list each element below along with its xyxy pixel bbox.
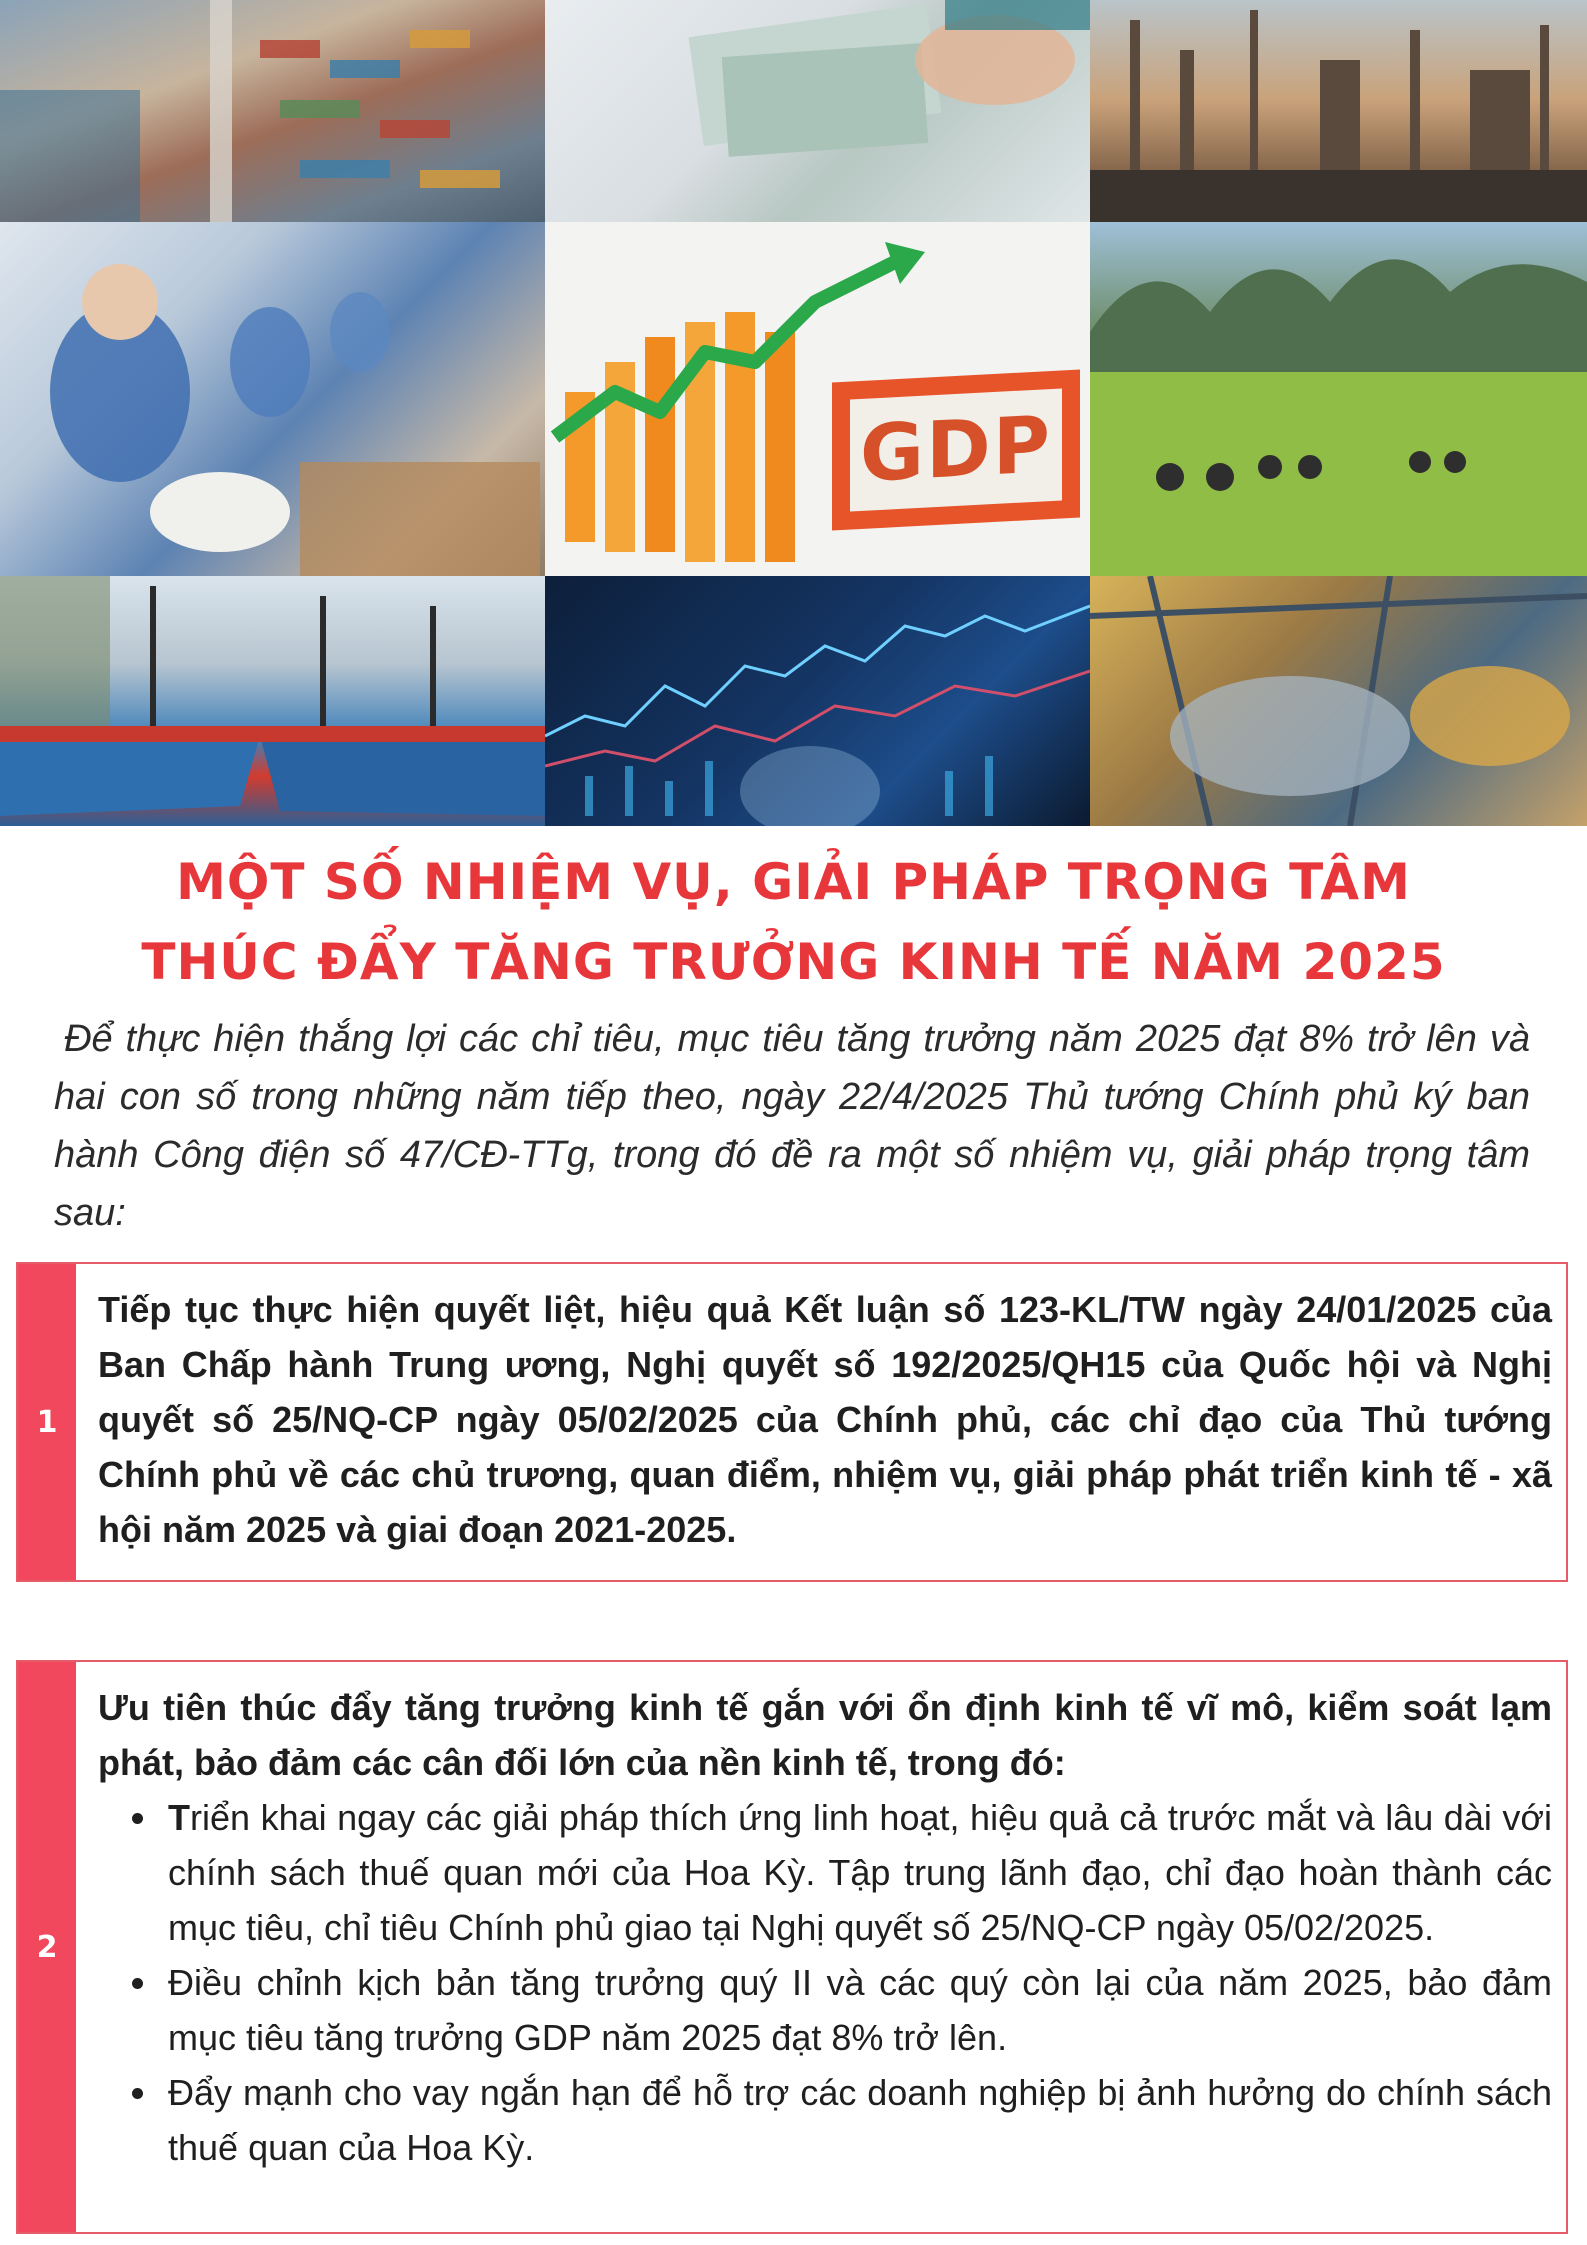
rice-field-cyclists-photo (1090, 222, 1587, 576)
task-text-1: Tiếp tục thực hiện quyết liệt, hiệu quả Kết luận số 123-KL/TW ngày 24/01/2025 của Ban Chấp hành Trung ương, Nghị quyết số 192/2025/QH15 của Quốc hội và Nghị quyết số 25/NQ-CP ngày 05/02/2025 của Chính phủ, các chỉ đạo của Thủ tướng Chính phủ về các chủ trương, quan điểm, nhiệm vụ, giải pháp phát triển kinh tế - xã hội năm 2025 và giai đoạn 2021-2025. (98, 1289, 1552, 1550)
hero-collage (0, 0, 1587, 826)
title-line-2: THÚC ĐẨY TĂNG TRƯỞNG KINH TẾ NĂM 2025 (141, 933, 1446, 991)
stock-market-graphic (545, 576, 1090, 826)
task-content-1 (76, 1264, 1566, 1580)
task-number-2: 2 (18, 1662, 76, 2232)
gdp-sign (832, 370, 1080, 531)
task-item-1 (16, 1262, 1568, 1582)
fishing-boats-photo (0, 576, 545, 826)
textile-workers-photo (0, 222, 545, 576)
banknote-hand-photo (545, 0, 1090, 222)
task-lead-2: Ưu tiên thúc đẩy tăng trưởng kinh tế gắn với ổn định kinh tế vĩ mô, kiểm soát lạm phát, bảo đảm các cân đối lớn của nền kinh tế, trong đó: (98, 1687, 1552, 1783)
port-container-photo (0, 0, 545, 222)
gdp-sign-panel (850, 388, 1062, 511)
task-bullet-list (98, 1790, 1552, 2175)
page-title (40, 842, 1547, 1002)
industrial-plant-photo (1090, 0, 1587, 222)
task-item-2 (16, 1660, 1568, 2234)
title-line-1: MỘT SỐ NHIỆM VỤ, GIẢI PHÁP TRỌNG TÂM (176, 853, 1411, 911)
list-item: Triển khai ngay các giải pháp thích ứng linh hoạt, hiệu quả cả trước mắt và lâu dài với chính sách thuế quan mới của Hoa Kỳ. Tập trung lãnh đạo, chỉ đạo hoàn thành các mục tiêu, chỉ tiêu Chính phủ giao tại Nghị quyết số 25/NQ-CP ngày 05/02/2025. (144, 1790, 1552, 1955)
gdp-label: GDP (860, 399, 1052, 501)
task-number-1: 1 (18, 1264, 76, 1580)
list-item: Đẩy mạnh cho vay ngắn hạn để hỗ trợ các doanh nghiệp bị ảnh hưởng do chính sách thuế quan của Hoa Kỳ. (144, 2065, 1552, 2175)
automotive-factory-photo (1090, 576, 1587, 826)
task-content-2 (76, 1662, 1566, 2232)
list-item: Điều chỉnh kịch bản tăng trưởng quý II và các quý còn lại của năm 2025, bảo đảm mục tiêu tăng trưởng GDP năm 2025 đạt 8% trở lên. (144, 1955, 1552, 2065)
intro-paragraph: Để thực hiện thắng lợi các chỉ tiêu, mục tiêu tăng trưởng năm 2025 đạt 8% trở lên và hai con số trong những năm tiếp theo, ngày 22/4/2025 Thủ tướng Chính phủ ký ban hành Công điện số 47/CĐ-TTg, trong đó đề ra một số nhiệm vụ, giải pháp trọng tâm sau: (54, 1018, 1530, 1234)
